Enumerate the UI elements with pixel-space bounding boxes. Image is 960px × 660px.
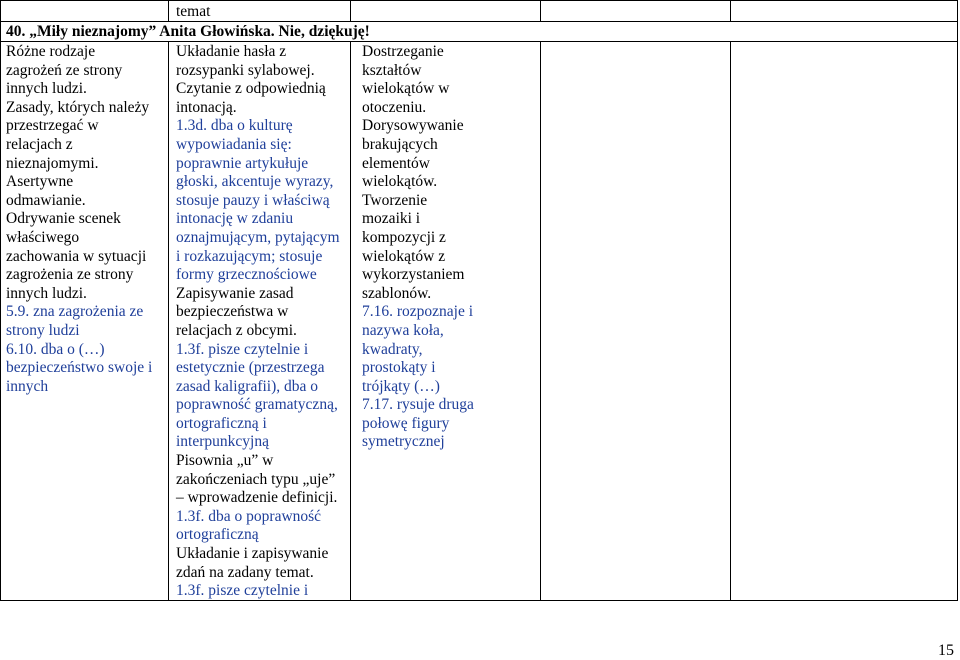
cell-text-line: poprawność gramatyczną,	[176, 396, 338, 414]
cell-text-line: wielokątów z	[362, 247, 446, 265]
cell-text-line: elementów	[362, 154, 431, 172]
cell-text-line: innych ludzi.	[6, 80, 87, 98]
cell-text-line: intonacją.	[176, 98, 237, 116]
cell-text-line: Zapisywanie zasad	[176, 284, 294, 302]
col-divider-4	[730, 41, 731, 601]
cell-text-line: wielokątów.	[362, 173, 438, 191]
header-col-divider-2	[350, 0, 351, 22]
col-divider-3	[540, 41, 541, 601]
cell-text-line: relacjach z obcymi.	[176, 321, 297, 339]
cell-text-line: Różne rodzaje	[6, 43, 96, 60]
cell-text-line: 1.3d. dba o kulturę	[176, 117, 293, 135]
cell-text-line: bezpieczeństwa w	[176, 303, 289, 321]
cell-text-line: Układanie i zapisywanie	[176, 545, 329, 563]
cell-text-line: brakujących	[362, 135, 438, 153]
cell-text-line: zasad kaligrafii), dba o	[176, 377, 319, 395]
cell-text-line: estetycznie (przestrzega	[176, 359, 325, 377]
cell-text-line: symetrycznej	[362, 433, 445, 451]
cell-text-line: głoski, akcentuje wyrazy,	[176, 173, 334, 191]
cell-text-line: prostokąty i	[362, 359, 436, 377]
cell-text-line: i rozkazującym; stosuje	[176, 247, 323, 265]
cell-text-line: Zasady, których należy	[6, 98, 150, 116]
cell-text-line: wielokątów w	[362, 80, 450, 98]
cell-text-line: 7.16. rozpoznaje i	[362, 303, 474, 321]
cell-text-line: ortograficzną	[176, 526, 259, 544]
cell-text-line: wykorzystaniem	[362, 266, 465, 284]
header-col-divider-1	[168, 0, 169, 22]
cell-text-line: przestrzegać w	[6, 117, 99, 135]
cell-text-line: stosuje pauzy i właściwą	[176, 191, 330, 209]
cell-text-line: kwadraty,	[362, 340, 423, 358]
cell-text-line: 7.17. rysuje druga	[362, 396, 474, 414]
cell-text-line: strony ludzi	[6, 321, 80, 339]
header-cell-text: temat	[176, 3, 211, 20]
column-polish-language	[176, 43, 348, 601]
cell-text-line: interpunkcyjną	[176, 433, 269, 451]
cell-text-line: poprawnie artykułuje	[176, 154, 309, 172]
cell-text-line: Dostrzeganie	[362, 43, 444, 60]
cell-text-line: zakończeniach typu „uje”	[176, 470, 336, 488]
cell-text-line: innych	[6, 377, 49, 395]
cell-text-line: otoczeniu.	[362, 98, 427, 116]
cell-text-line: Dorysowywanie	[362, 117, 464, 135]
cell-text-line: nieznajomymi.	[6, 154, 99, 172]
cell-text-line: oznajmującym, pytającym	[176, 228, 340, 246]
cell-text-line: formy grzecznościowe	[176, 266, 317, 284]
cell-text-line: 1.3f. pisze czytelnie i	[176, 340, 309, 358]
cell-text-line: Tworzenie	[362, 191, 428, 209]
cell-text-line: 1.3f. dba o poprawność	[176, 507, 322, 525]
cell-text-line: kompozycji z	[362, 228, 446, 246]
cell-text-line: Pisownia „u” w	[176, 452, 274, 470]
cell-text-line: nazywa koła,	[362, 321, 444, 339]
cell-text-line: odmawianie.	[6, 191, 86, 209]
table-right-border	[957, 0, 958, 601]
cell-text-line: 1.3f. pisze czytelnie i	[176, 582, 309, 600]
cell-text-line: relacjach z	[6, 135, 73, 153]
cell-text-line: kształtów	[362, 61, 422, 79]
cell-text-line: bezpieczeństwo swoje i	[6, 359, 153, 377]
cell-text-line: intonację w zdaniu	[176, 210, 294, 228]
page-number: 15	[938, 642, 954, 659]
cell-text-line: ortograficzną i	[176, 414, 267, 432]
cell-text-line: trójkąty (…)	[362, 377, 440, 395]
cell-text-line: zachowania w sytuacji	[6, 247, 147, 265]
cell-text-line: 6.10. dba o (…)	[6, 340, 105, 358]
table-top-border	[0, 0, 958, 1]
col-divider-2	[350, 41, 351, 601]
cell-text-line: szablonów.	[362, 284, 432, 302]
cell-text-line: 5.9. zna zagrożenia ze	[6, 303, 144, 321]
cell-text-line: Asertywne	[6, 173, 74, 191]
cell-text-line: wypowiadania się:	[176, 135, 292, 153]
cell-text-line: mozaiki i	[362, 210, 421, 228]
cell-text-line: innych ludzi.	[6, 284, 87, 302]
lesson-title: 40. „Miły nieznajomy” Anita Głowińska. Nie, dziękuję!	[6, 23, 370, 40]
header-row-divider	[0, 21, 958, 22]
header-col-divider-3	[540, 0, 541, 22]
column-social-education	[6, 43, 166, 396]
cell-text-line: Odrywanie scenek	[6, 210, 121, 228]
cell-text-line: rozsypanki sylabowej.	[176, 61, 315, 79]
cell-text-line: zdań na zadany temat.	[176, 563, 314, 581]
cell-text-line: połowę figury	[362, 414, 450, 432]
col-divider-1	[168, 41, 169, 601]
title-row-divider	[0, 41, 958, 42]
cell-text-line: zagrożeń ze strony	[6, 61, 123, 79]
cell-text-line: właściwego	[6, 228, 80, 246]
table-left-border	[0, 0, 1, 601]
table-bottom-border	[0, 600, 958, 601]
header-col-divider-4	[730, 0, 731, 22]
cell-text-line: zagrożenia ze strony	[6, 266, 134, 284]
cell-text-line: Czytanie z odpowiednią	[176, 80, 326, 98]
cell-text-line: Układanie hasła z	[176, 43, 287, 60]
cell-text-line: – wprowadzenie definicji.	[176, 489, 338, 507]
column-mathematics	[362, 43, 538, 452]
